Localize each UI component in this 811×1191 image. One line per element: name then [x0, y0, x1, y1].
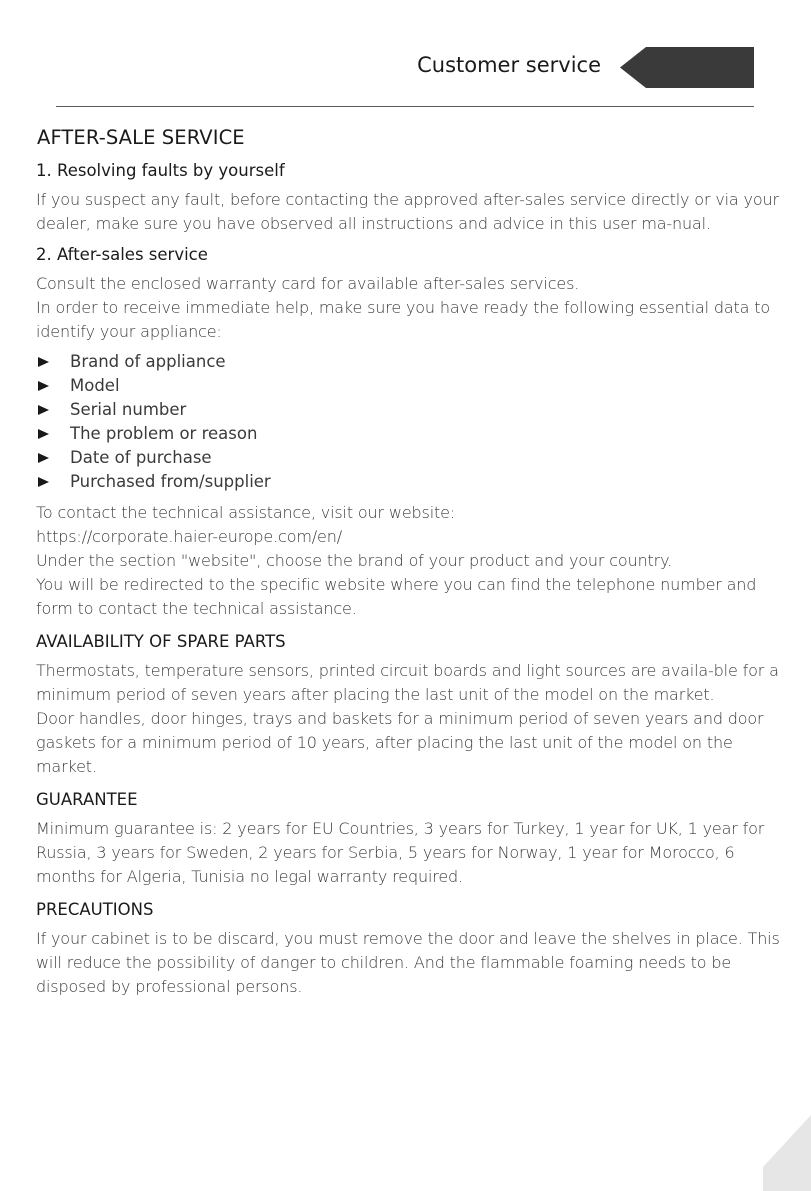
website-link[interactable]: https://corporate.haier-europe.com/en/ — [36, 527, 342, 546]
spare-parts-text-2: Door handles, door hinges, trays and baskets for a minimum period of seven years and door gaskets for a minimum period of 10 years, after placing the last unit of the model on the market. — [36, 709, 764, 776]
spare-parts-heading: AVAILABILITY OF SPARE PARTS — [36, 632, 286, 651]
header-arrow-tab — [620, 47, 754, 88]
bullet-triangle-icon — [38, 477, 49, 487]
list-item: The problem or reason — [36, 422, 781, 446]
list-item: Model — [36, 374, 781, 398]
list-item: Date of purchase — [36, 446, 781, 470]
bullet-triangle-icon — [38, 357, 49, 367]
appliance-data-list — [36, 350, 781, 494]
list-item: Purchased from/supplier — [36, 470, 781, 494]
section-header-title: Customer service — [417, 53, 601, 77]
contact-line-1: To contact the technical assistance, visit our website: — [36, 503, 456, 522]
bullet-triangle-icon — [38, 429, 49, 439]
spare-parts-text-1: Thermostats, temperature sensors, printed circuit boards and light sources are availa-ble for a minimum period of seven years after placing the last unit of the model on the market. — [36, 661, 779, 704]
precautions-heading: PRECAUTIONS — [36, 900, 154, 919]
guarantee-text: Minimum guarantee is: 2 years for EU Countries, 3 years for Turkey, 1 year for UK, 1 year for Russia, 3 years for Sweden, 2 years for Serbia, 5 years for Norway, 1 year for Morocco, 6 months for Algeria, Tunisia no legal warranty required. — [36, 819, 765, 886]
section2-intro-1: Consult the enclosed warranty card for available after-sales services. — [36, 274, 580, 293]
guarantee-heading: GUARANTEE — [36, 790, 138, 809]
bullet-triangle-icon — [38, 453, 49, 463]
list-item: Brand of appliance — [36, 350, 781, 374]
page-corner-decoration — [763, 1115, 811, 1191]
section2-heading: 2. After-sales service — [36, 245, 208, 264]
bullet-triangle-icon — [38, 381, 49, 391]
page-title: AFTER-SALE SERVICE — [37, 126, 245, 149]
contact-line-3: Under the section "website", choose the brand of your product and your country. — [36, 551, 673, 570]
section2-intro-2: In order to receive immediate help, make sure you have ready the following essential data to identify your appliance: — [36, 298, 771, 341]
contact-line-4: You will be redirected to the specific website where you can find the telephone number and form to contact the technical assistance. — [36, 575, 757, 618]
bullet-triangle-icon — [38, 405, 49, 415]
list-item: Serial number — [36, 398, 781, 422]
section1-heading: 1. Resolving faults by yourself — [36, 161, 285, 180]
document-body — [36, 126, 781, 999]
section1-text: If you suspect any fault, before contacting the approved after-sales service directly or via your dealer, make sure you have observed all instructions and advice in this user ma-nual. — [36, 190, 779, 233]
header-divider — [56, 106, 754, 107]
precautions-text: If your cabinet is to be discard, you must remove the door and leave the shelves in place. This will reduce the possibility of danger to children. And the flammable foaming needs to be disposed by professional persons. — [36, 929, 780, 996]
